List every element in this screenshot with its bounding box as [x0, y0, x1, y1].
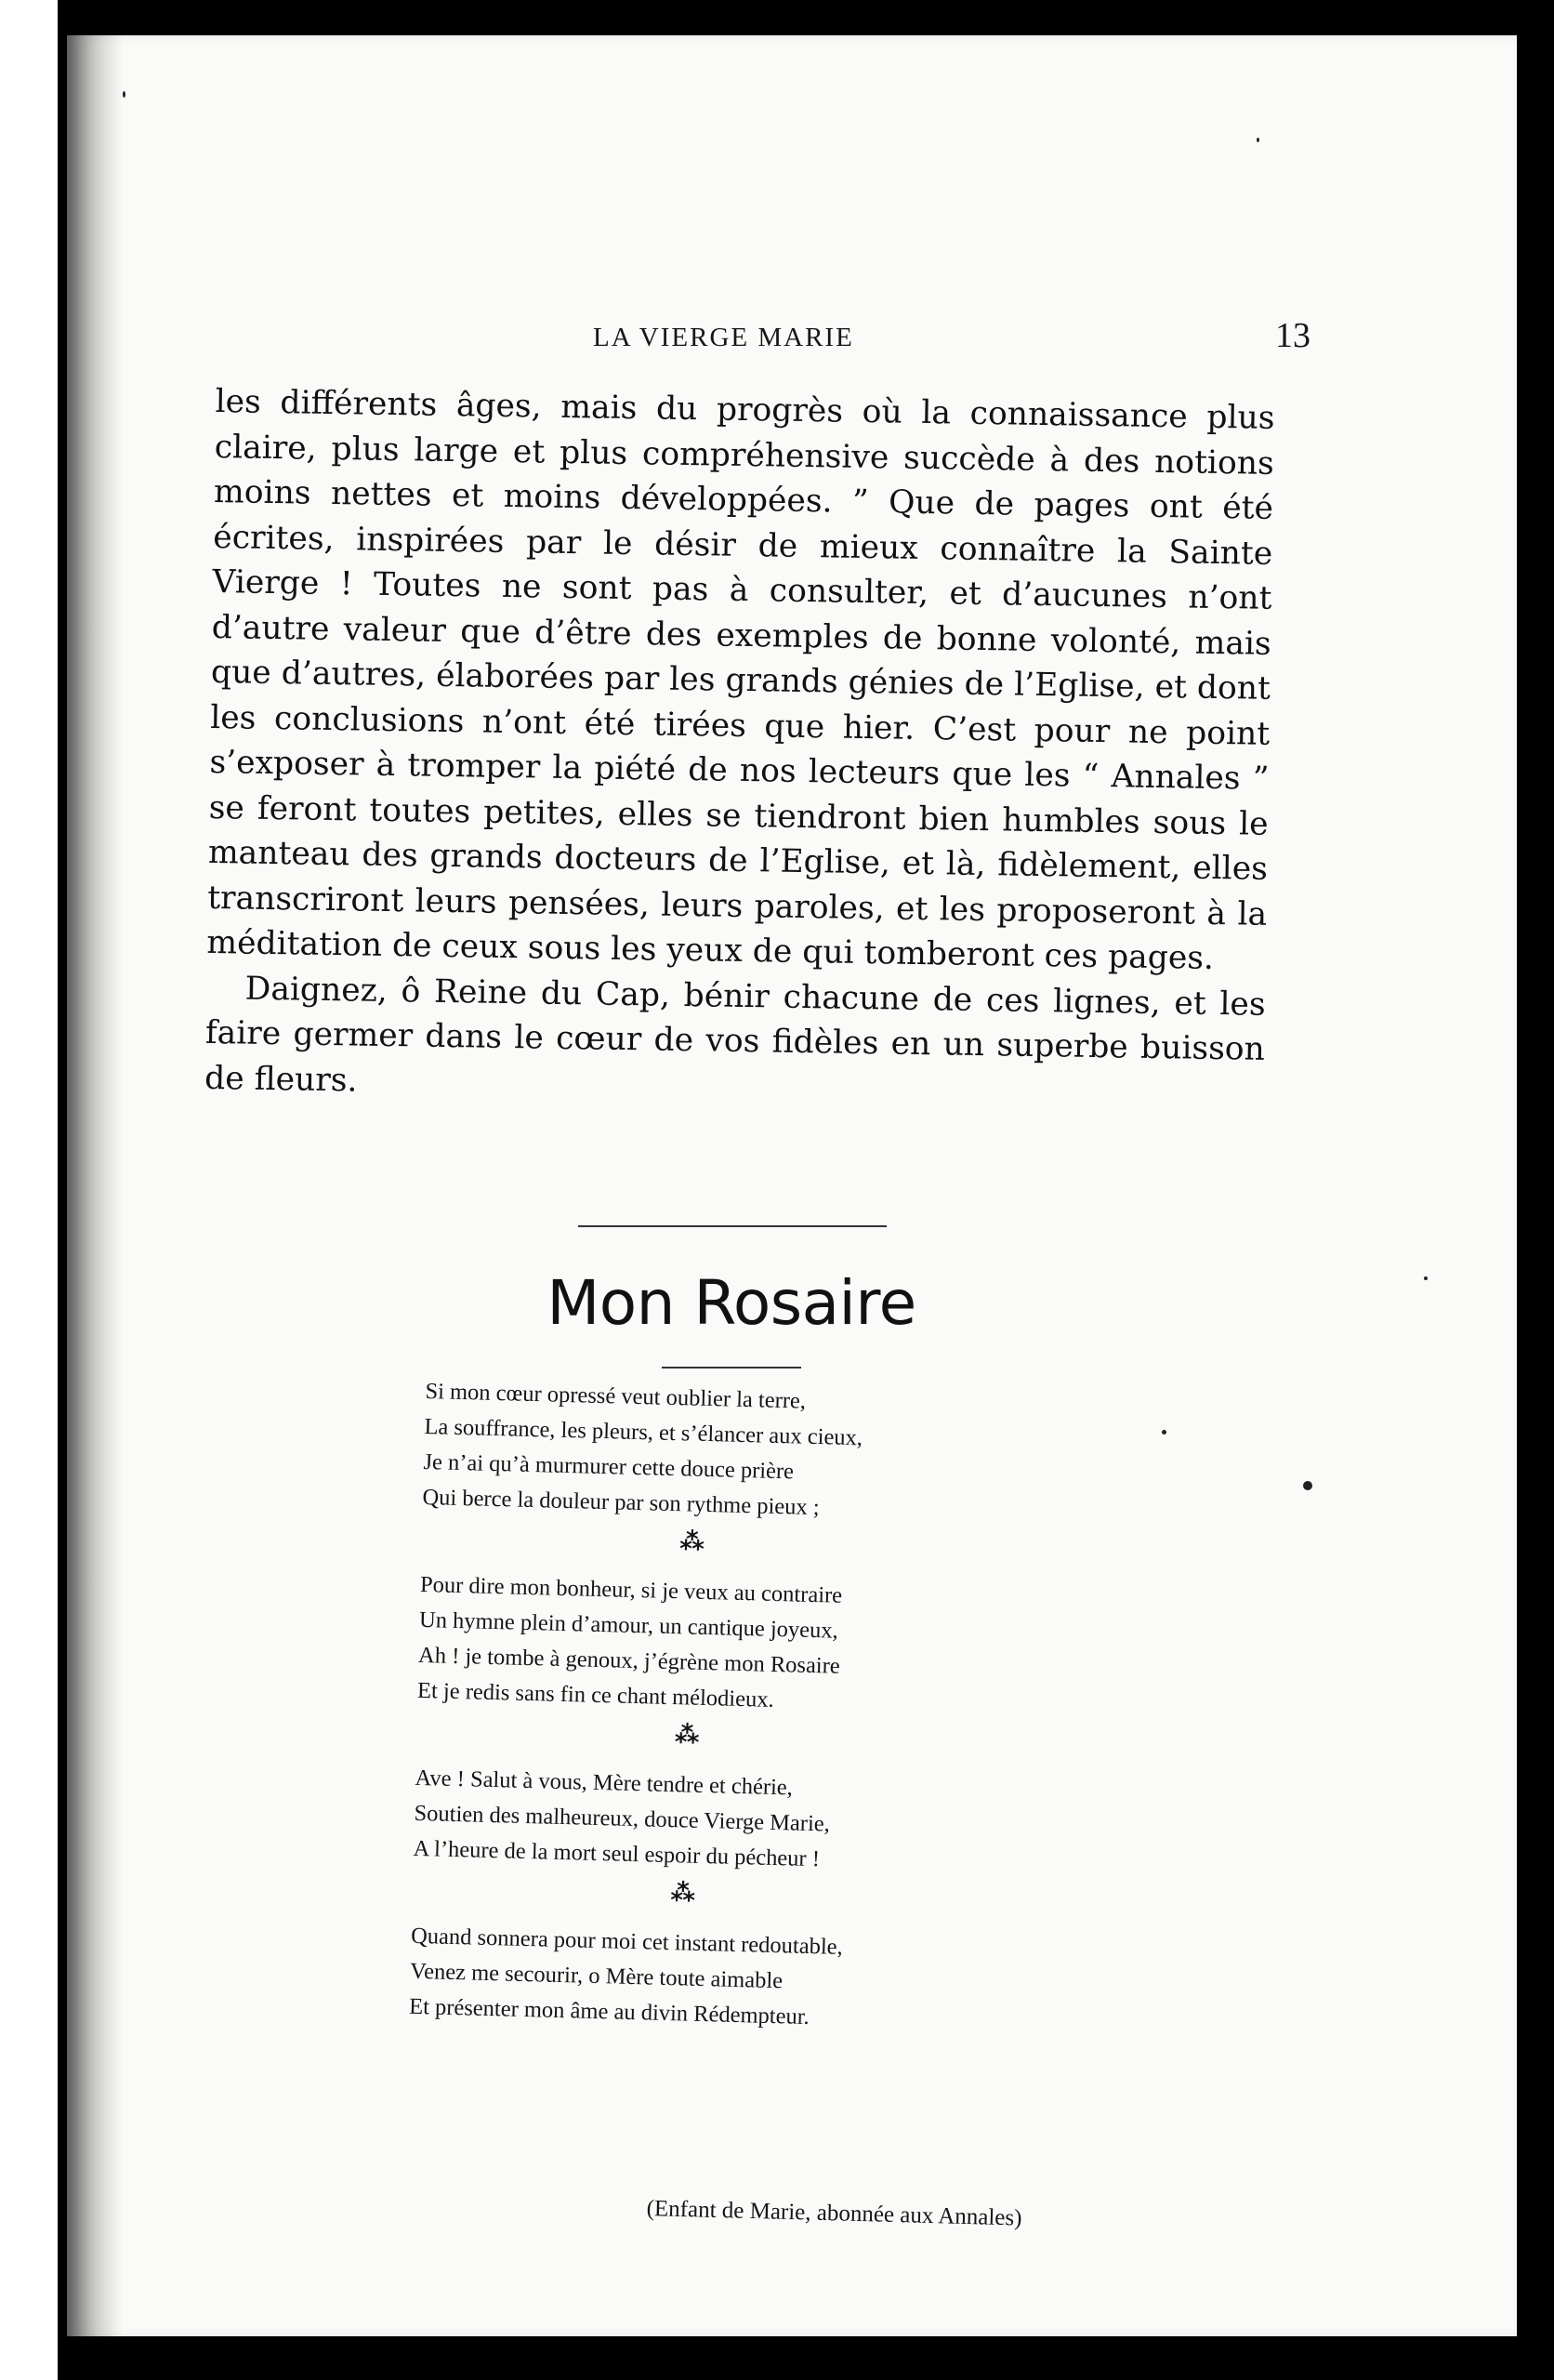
- verse-line: Quand sonnera pour moi cet instant redoutable,: [410, 1923, 844, 1960]
- asterism-glyph: ⁂: [678, 1527, 706, 1556]
- verse-line: Ave ! Salut à vous, Mère tendre et chérie,: [415, 1765, 794, 1801]
- verse-line: Qui berce la douleur par son rythme pieux ;: [422, 1484, 821, 1521]
- verse-line: Soutien des malheureux, douce Vierge Marie,: [414, 1800, 831, 1837]
- poem-title: Mon Rosaire: [547, 1267, 916, 1339]
- verse-line: La souffrance, les pleurs, et s’élancer aux cieux,: [424, 1413, 863, 1451]
- verse-line: Pour dire mon bonheur, si je veux au contraire: [419, 1571, 843, 1608]
- ink-speck: [1424, 1276, 1428, 1280]
- verse-line: Ah ! je tombe à genoux, j’égrène mon Rosaire: [417, 1642, 841, 1679]
- verse-line: Si mon cœur opressé veut oublier la terre,: [425, 1378, 807, 1414]
- verse-line: Et présenter mon âme au divin Rédempteur.: [408, 1993, 810, 2030]
- asterism-glyph: ⁂: [674, 1721, 701, 1750]
- prose-paragraph: les différents âges, mais du progrès où la connaissance plus claire, plus large et plus compréhensive succède à des notions moins nettes et moins développées. ” Que de pages ont été écrites, inspirées par le désir de mieux connaître la Sainte Vierge ! Toutes ne sont pas à consulter, et d’aucunes n’ont d’autre valeur que d’être des exemples de bonne volonté, mais que d’autres, élaborées par les grands génies de l’Eglise, et dont les conclusions n’ont été tirées que hier. C’est pour ne point s’exposer à tromper la piété de nos lecteurs que les “ Annales ” se feront toutes petites, elles se tiendront bien humbles sous le manteau des grands docteurs de l’Eglise, et là, fidèlement, elles transcriront leurs pensées, leurs paroles, et les proposeront à la méditation de ceux sous les yeux de qui tomberont ces pages.: [206, 382, 1275, 977]
- prose-block: [204, 379, 1275, 1117]
- running-title: LA VIERGE MARIE: [593, 323, 854, 352]
- title-underline: [662, 1367, 801, 1368]
- ink-speck: [123, 91, 125, 98]
- verse-line: A l’heure de la mort seul espoir du pécheur !: [413, 1835, 821, 1872]
- stanza: [409, 1919, 1007, 2041]
- ink-speck: [1257, 138, 1259, 142]
- facing-page-edge: [0, 0, 58, 2380]
- section-divider: [578, 1225, 887, 1227]
- running-head: [520, 316, 1310, 367]
- gutter-shadow: [67, 35, 123, 2336]
- ink-speck: [1303, 1481, 1312, 1490]
- page-number: 13: [1275, 316, 1310, 355]
- asterism-glyph: ⁂: [670, 1879, 697, 1908]
- poem-attribution: (Enfant de Marie, abonnée aux Annales): [646, 2196, 1022, 2231]
- verse-line: Un hymne plein d’amour, un cantique joyeux,: [418, 1606, 839, 1644]
- stanza: [422, 1374, 1021, 1531]
- stanza: [413, 1761, 1010, 1883]
- verse-line: Je n’ai qu’à murmurer cette douce prière: [423, 1448, 795, 1485]
- ink-speck: [1162, 1430, 1166, 1435]
- verse-line: Venez me secourir, o Mère toute aimable: [409, 1958, 784, 1994]
- stanza: [417, 1567, 1016, 1725]
- poem: [409, 1374, 1021, 2041]
- prose-paragraph: Daignez, ô Reine du Cap, bénir chacune de ces lignes, et les faire germer dans le cœur de vos fidèles en un superbe buisson de fleurs.: [204, 970, 1266, 1099]
- verse-line: Et je redis sans fin ce chant mélodieux.: [416, 1677, 775, 1712]
